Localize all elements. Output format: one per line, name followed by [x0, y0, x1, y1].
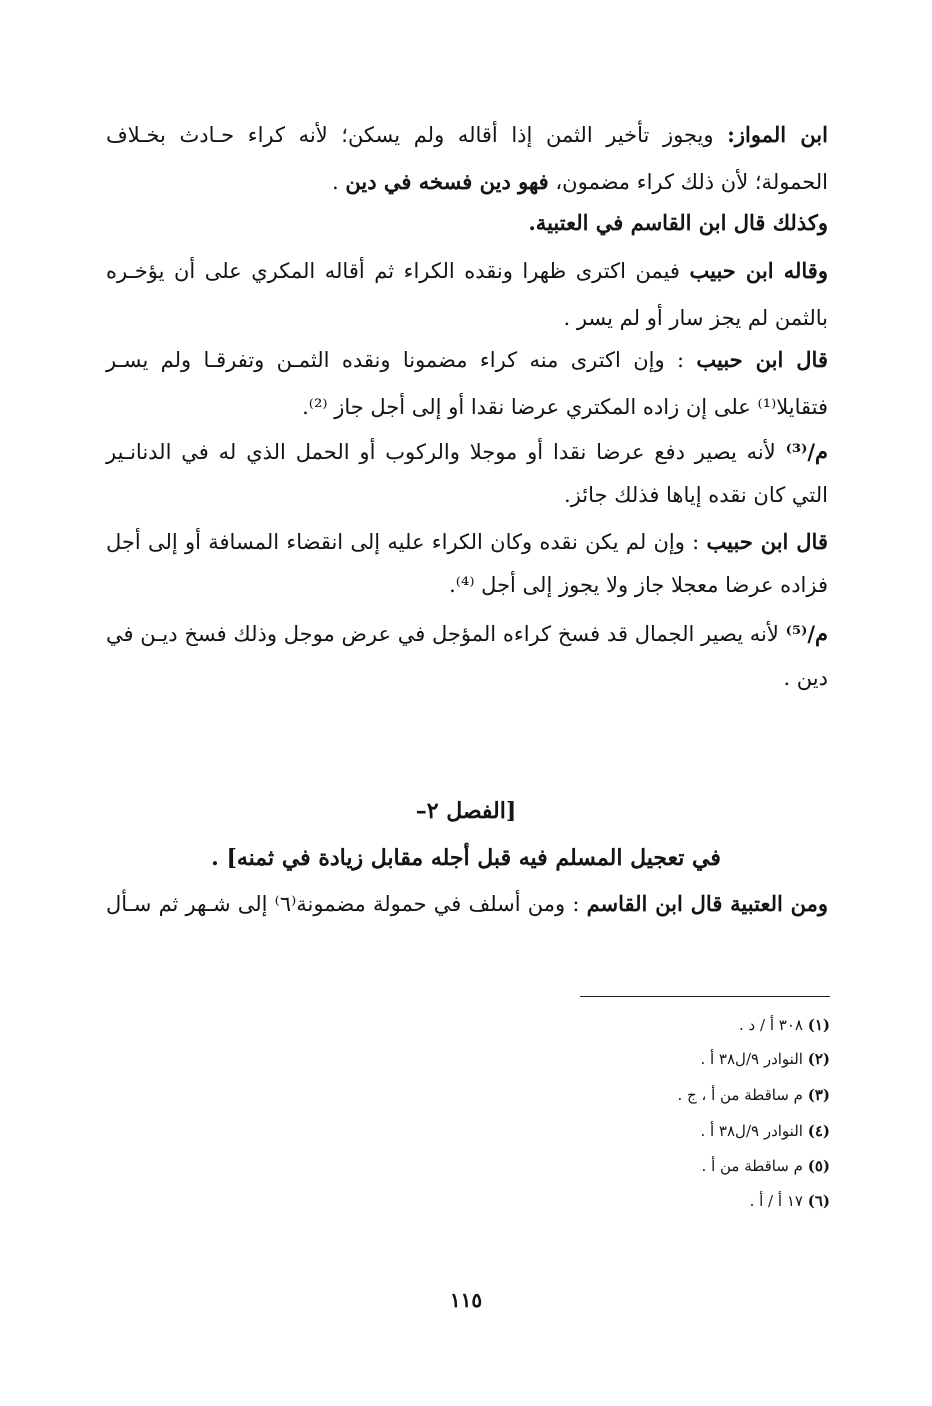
paragraph-5-line-1: م/⁽³⁾ لأنه يصير دفع عرضا نقدا أو موجلا والركوب أو الحمل الذي له في الدنانـير	[106, 439, 828, 464]
section-subheading: في تعجيل المسلم فيه قبل أجله مقابل زيادة في ثمنه] .	[211, 845, 721, 871]
footnote-5: (٥) م ساقطة من أ .	[701, 1157, 830, 1175]
paragraph-7-line-1: م/⁽⁵⁾ لأنه يصير الجمال قد فسخ كراءه المؤجل في عرض موجل وذلك فسخ ديـن في	[106, 621, 828, 646]
paragraph-5-line-2: التي كان نقده إياها فذلك جائز.	[564, 483, 828, 507]
paragraph-4-line-2: فتقايلا⁽¹⁾ على إن زاده المكتري عرضا نقدا أو إلى أجل جاز ⁽²⁾.	[302, 395, 828, 419]
paragraph-6-line-2: فزاده عرضا معجلا جاز ولا يجوز إلى أجل ⁽⁴⁾.	[449, 573, 828, 597]
footnote-4: (٤) النوادر ٩/ل٣٨ أ .	[700, 1122, 830, 1140]
footnote-6: (٦) ١٧ أ / أ .	[749, 1192, 830, 1210]
page-number: ١١٥	[449, 1288, 483, 1312]
speaker-ibn-al-mawwaz: ابن المواز:	[727, 122, 828, 147]
footnote-3: (٣) م ساقطة من أ ، ج .	[677, 1086, 830, 1104]
paragraph-2-line-1: وكذلك قال ابن القاسم في العتبية.	[528, 210, 828, 235]
paragraph-3-line-1: وقاله ابن حبيب فيمن اكترى ظهرا ونقده الكراء ثم أقاله المكري على أن يؤخـره	[106, 258, 828, 283]
paragraph-1-line-2: الحمولة؛ لأن ذلك كراء مضمون، فهو دين فسخه في دين .	[332, 169, 828, 194]
paragraph-7-line-2: دين .	[783, 666, 828, 690]
paragraph-6-line-1: قال ابن حبيب : وإن لم يكن نقده وكان الكراء عليه إلى انقضاء المسافة أو إلى أجل	[106, 529, 828, 554]
paragraph-1-line-1: ابن المواز: ويجوز تأخير الثمن إذا أقاله ولم يسكن؛ لأنه كراء حـادث بخـلاف	[106, 122, 828, 147]
paragraph-4-line-1: قال ابن حبيب : وإن اكترى منه كراء مضمونا ونقده الثمـن وتفرقـا ولم يسـر	[106, 347, 828, 372]
footnote-2: (٢) النوادر ٩/ل٣٨ أ .	[700, 1050, 830, 1068]
footnote-1: (١) ٣٠٨ أ / د .	[739, 1016, 830, 1034]
footnote-separator	[580, 996, 830, 997]
section-heading: [الفصل ٢–	[415, 798, 517, 824]
paragraph-3-line-2: بالثمن لم يجز سار أو لم يسر .	[563, 306, 828, 330]
section-line-1: ومن العتبية قال ابن القاسم : ومن أسلف في حمولة مضمونة⁽٦⁾ إلى شـهر ثم سـأل	[106, 891, 828, 916]
